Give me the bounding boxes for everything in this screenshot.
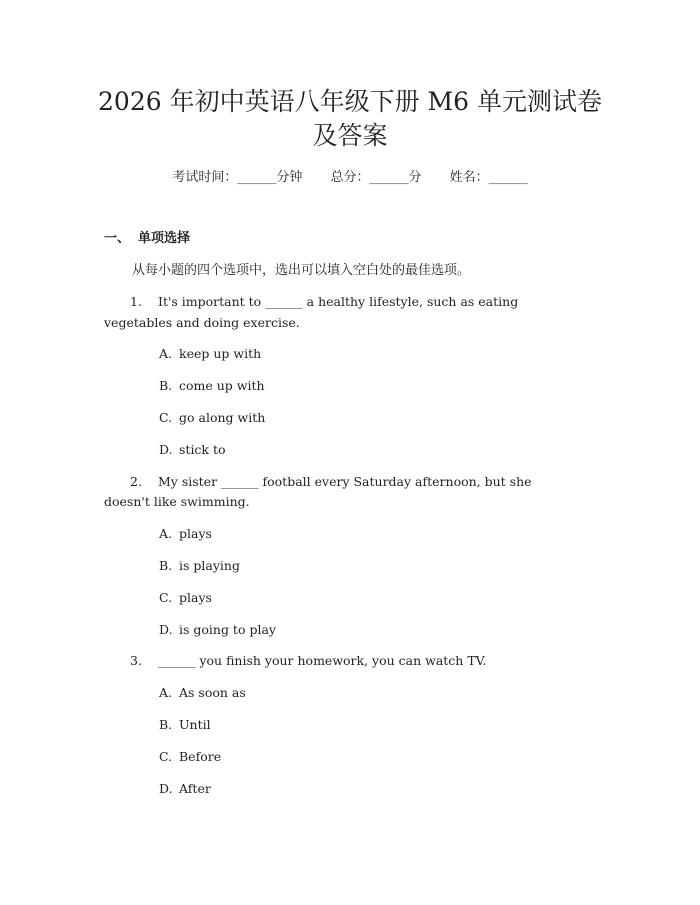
question-1-stem-cont: vegetables and doing exercise. xyxy=(104,315,300,330)
question-text: ______ you finish your homework, you can watch TV. xyxy=(158,653,487,668)
exam-time-field: 考试时间：______分钟 xyxy=(172,170,303,185)
question-3-option-d xyxy=(159,779,211,799)
option-text: Before xyxy=(179,749,222,764)
option-text: plays xyxy=(179,526,212,541)
option-text: plays xyxy=(179,590,212,605)
option-text: After xyxy=(179,781,211,796)
option-letter: C. xyxy=(159,749,173,764)
option-text: Until xyxy=(179,717,211,732)
option-letter: B. xyxy=(159,378,173,393)
question-2-option-a xyxy=(159,524,212,544)
question-3-option-b xyxy=(159,715,211,735)
question-number: 1. xyxy=(130,294,142,309)
option-letter: B. xyxy=(159,717,173,732)
page-title-line-1: 2026 年初中英语八年级下册 M6 单元测试卷 xyxy=(98,87,602,116)
option-text: is playing xyxy=(179,558,240,573)
option-letter: D. xyxy=(159,442,173,457)
question-1-option-d xyxy=(159,440,226,460)
option-text: is going to play xyxy=(179,622,276,637)
exam-name-field: 姓名：______ xyxy=(449,170,528,185)
question-1-option-a xyxy=(159,344,261,364)
question-text: My sister ______ football every Saturday afternoon, but she xyxy=(158,474,532,489)
question-2-option-c xyxy=(159,588,212,608)
question-1-option-b xyxy=(159,376,265,396)
question-number: 3. xyxy=(130,653,142,668)
option-letter: A. xyxy=(159,526,173,541)
option-text: As soon as xyxy=(179,685,246,700)
question-2-stem xyxy=(104,472,584,492)
question-text: It's important to ______ a healthy lifestyle, such as eating xyxy=(158,294,519,309)
option-letter: D. xyxy=(159,622,173,637)
question-number: 2. xyxy=(130,474,142,489)
question-2-option-b xyxy=(159,556,240,576)
option-letter: D. xyxy=(159,781,173,796)
option-text: go along with xyxy=(179,410,266,425)
page-title-line-2: 及答案 xyxy=(312,121,388,150)
section-instruction: 从每小题的四个选项中，选出可以填入空白处的最佳选项。 xyxy=(132,263,471,278)
question-1-option-c xyxy=(159,408,265,428)
question-2-option-d xyxy=(159,620,276,640)
exam-score-field: 总分：______分 xyxy=(330,170,422,185)
option-text: keep up with xyxy=(179,346,262,361)
option-letter: A. xyxy=(159,685,173,700)
section-title: 单项选择 xyxy=(138,231,191,246)
option-letter: A. xyxy=(159,346,173,361)
question-3-option-a xyxy=(159,683,246,703)
question-1-stem xyxy=(104,292,584,312)
question-3-option-c xyxy=(159,747,221,767)
question-2-stem-cont: doesn't like swimming. xyxy=(104,494,250,509)
section-heading xyxy=(104,229,190,249)
option-letter: C. xyxy=(159,590,173,605)
option-text: come up with xyxy=(179,378,265,393)
exam-meta xyxy=(0,168,700,188)
section-number: 一、 xyxy=(104,231,131,246)
question-3-stem xyxy=(104,651,584,671)
option-text: stick to xyxy=(179,442,226,457)
option-letter: B. xyxy=(159,558,173,573)
option-letter: C. xyxy=(159,410,173,425)
